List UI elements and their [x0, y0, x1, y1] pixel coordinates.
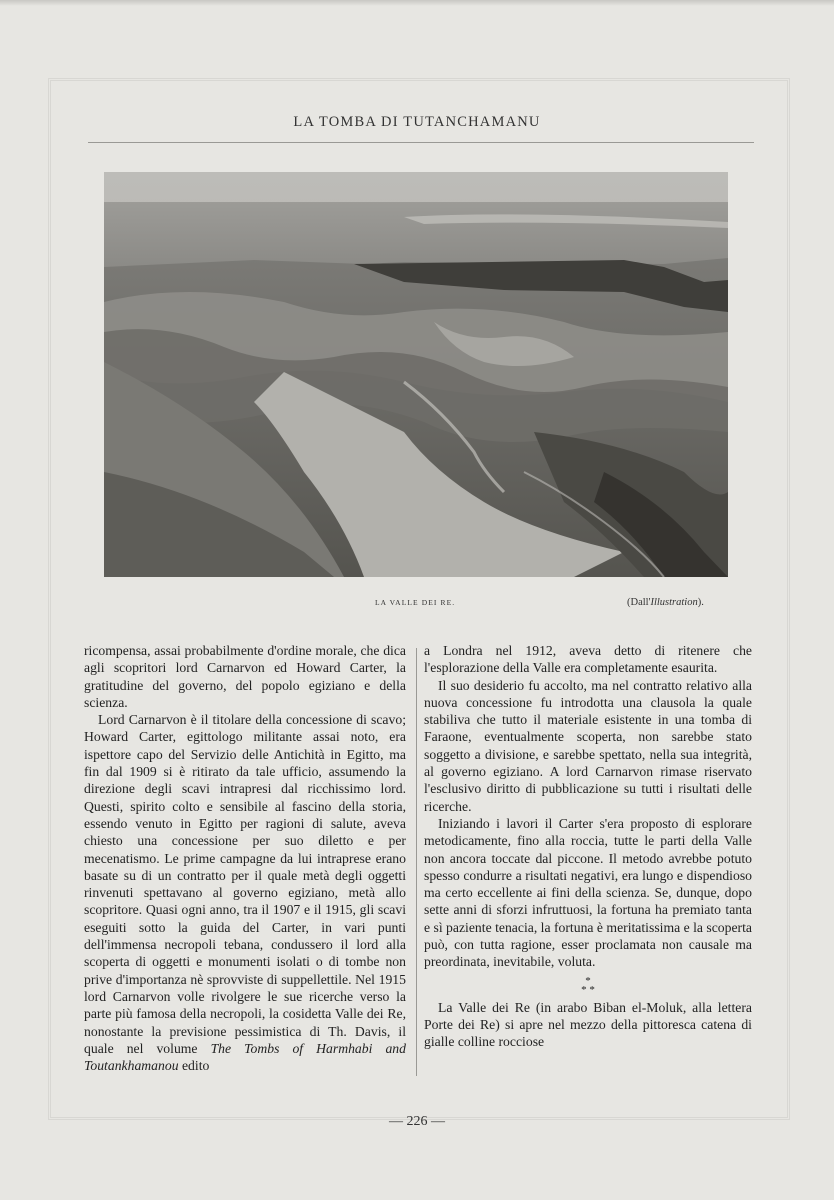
- right-column: [424, 642, 752, 1051]
- valley-photo-drawing: [104, 172, 728, 577]
- credit-suffix: ).: [697, 597, 704, 608]
- left-paragraph-2-end: edito: [178, 1058, 210, 1074]
- running-title: LA TOMBA DI TUTANCHAMANU: [293, 114, 541, 130]
- left-paragraph-2-text: Lord Carnarvon è il titolare della concessione di scavo; Howard Carter, egittologo militante assai noto, era ispettore capo del Servizio delle Antichità in Egitto, ma fin dal 1909 si è ritirato da tale ufficio, assumendo la direzione degli scavi intrapresi dal ricchissimo lord. Questi, spirito colto e sensibile al fascino della storia, essendo venuto in Egitto per ragioni di salute, aveva chiesto una concessione per suo diletto e per mecenatismo. Le prime campagne da lui intraprese erano basate su di un contratto per il quale metà degli oggetti rinvenuti spettavano al governo egiziano, metà allo scopritore. Quasi ogni anno, tra il 1907 e il 1915, gli scavi eseguiti sotto la guida del Carter, in vari punti dell'immensa necropoli tebana, condussero il lord alla scoperta di oggetti e monumenti isolati o di tombe non prive d'importanza nè sprovviste di suppellettile. Nel 1915 lord Carnarvon volle rivolgere le sue ricerche verso la parte più famosa della necropoli, la cosidetta Valle dei Re, nonostante la previsione pessimistica di Th. Davis, il quale nel volume: [84, 712, 406, 1056]
- right-paragraph-1: a Londra nel 1912, aveva detto di ritenere che l'esplorazione della Valle era completamente esaurita.: [424, 643, 752, 676]
- book-title: The Tombs of Harmhabi and Toutankhamanou: [84, 1040, 406, 1074]
- left-paragraph-1: ricompensa, assai probabilmente d'ordine morale, che dica agli scopritori lord Carnarvon ed Howard Carter, la gratitudine del governo, del popolo egiziano e della scienza.: [84, 643, 406, 710]
- left-column: [84, 642, 406, 1074]
- section-asterism: [424, 974, 752, 996]
- page-top-edge: [0, 0, 834, 6]
- right-paragraph-4: La Valle dei Re (in arabo Biban el-Moluk, alla lettera Porte dei Re) si apre nel mezzo della pittoresca catena di gialle colline rocciose: [424, 999, 752, 1050]
- left-paragraph-2: [84, 711, 406, 1074]
- figure-caption: LA VALLE DEI RE.: [375, 598, 456, 607]
- right-paragraph-2: Il suo desiderio fu accolto, ma nel contratto relativo alla nuova concessione fu introdotta una clausola la quale stabiliva che tutto il materiale esistente in una tomba di Faraone, eventualmente scoperta, non sarebbe stato soggetto a divisione, e sarebbe spettato, nella sua integrità, al governo egiziano. A lord Carnarvon rimase riservato l'esclusivo diritto di pubblicazione su tutti i risultati delle ricerche.: [424, 677, 752, 814]
- credit-source: Illustration: [650, 597, 698, 608]
- figure-credit: [627, 597, 704, 608]
- valley-photograph: [104, 172, 728, 577]
- page-number: — 226 —: [389, 1114, 445, 1129]
- credit-prefix: (Dall': [627, 597, 651, 608]
- asterism-top: *: [585, 974, 591, 987]
- column-divider: [416, 648, 417, 1076]
- asterism-bottom: * *: [581, 983, 595, 996]
- header-rule: [88, 142, 754, 143]
- right-paragraph-3: Iniziando i lavori il Carter s'era proposto di esplorare metodicamente, fino alla roccia, tutte le parti della Valle non ancora toccate dal piccone. Il metodo avrebbe potuto spesso condurre a risultati negativi, era lungo e dispendioso ma certo eccellente ai fini della scienza. Se, dunque, dopo sette anni di sforzi infruttuosi, la fortuna ha premiato tanta e sì paziente tenacia, la fortuna è meritatissima e la scoperta può, con tutta ragione, esser proclamata non causale ma preordinata, inevitabile, voluta.: [424, 815, 752, 970]
